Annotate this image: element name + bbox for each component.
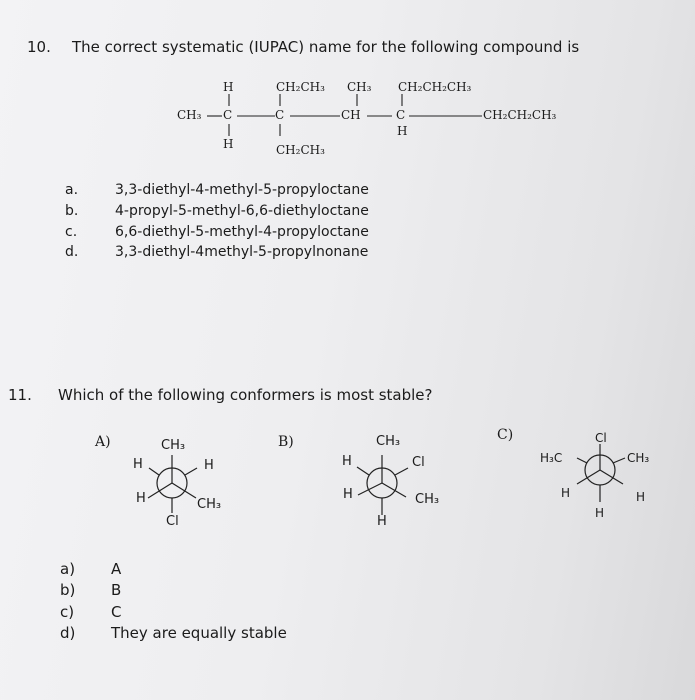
- question-10-prompt: The correct systematic (IUPAC) name for the following compound is: [72, 38, 580, 56]
- option-a-letter: a.: [65, 182, 79, 198]
- conformer-a-upper-right: H: [204, 458, 214, 473]
- answer-a-text[interactable]: A: [111, 560, 122, 578]
- conformer-c-label: C): [497, 427, 514, 443]
- conformer-c-upper-left: H₃C: [540, 451, 563, 465]
- conformer-b-upper-left: H: [342, 454, 352, 469]
- conformer-a-top: CH₃: [161, 438, 186, 453]
- c4-carbon: C: [396, 108, 406, 122]
- conformer-a-upper-left: H: [133, 457, 143, 472]
- conformer-b-label: B): [278, 434, 294, 450]
- conformer-c-upper-right: CH₃: [627, 451, 650, 465]
- option-b-text[interactable]: 4-propyl-5-methyl-6,6-diethyloctane: [115, 203, 369, 219]
- c3-top-methyl: CH₃: [347, 80, 372, 94]
- answer-a-letter: a): [60, 560, 76, 578]
- answer-b-letter: b): [60, 581, 76, 599]
- conformer-c-bottom: H: [595, 506, 605, 520]
- question-11-prompt: Which of the following conformers is most stable?: [58, 386, 433, 404]
- c2-top-ethyl: CH₂CH₃: [276, 80, 325, 94]
- option-d-text[interactable]: 3,3-diethyl-4methyl-5-propylnonane: [115, 244, 369, 260]
- newman-a-front-lower-right: [172, 483, 196, 498]
- answer-c-letter: c): [60, 603, 75, 621]
- option-d-letter: d.: [65, 244, 79, 260]
- conformer-b-drawing: [335, 435, 455, 535]
- newman-b-front-lower-left: [358, 483, 382, 495]
- conformer-a-lower-right: CH₃: [197, 497, 222, 512]
- newman-c-front-lower-right: [600, 470, 623, 484]
- newman-a-back-upper-left: [149, 468, 159, 475]
- conformer-b-top: CH₃: [376, 434, 401, 449]
- newman-c-front-lower-left: [577, 470, 600, 484]
- c4-bottom-h: H: [397, 124, 408, 138]
- option-a-text[interactable]: 3,3-diethyl-4-methyl-5-propyloctane: [115, 182, 369, 198]
- conformer-a-bottom: Cl: [166, 514, 179, 529]
- conformer-c-drawing: [555, 432, 675, 532]
- conformer-b-lower-right: CH₃: [415, 492, 440, 507]
- newman-b-front-lower-right: [382, 483, 406, 497]
- answer-c-text[interactable]: C: [111, 603, 122, 621]
- newman-c-back-upper-left: [577, 458, 587, 463]
- newman-b-back-upper-right: [395, 468, 408, 475]
- conformer-a-label: A): [95, 434, 111, 450]
- newman-a-back-upper-right: [185, 468, 197, 475]
- newman-c-back-upper-right: [613, 458, 625, 463]
- newman-b-back-upper-left: [357, 467, 369, 475]
- option-b-letter: b.: [65, 203, 79, 219]
- answer-b-text[interactable]: B: [111, 581, 122, 599]
- option-c-letter: c.: [65, 224, 78, 240]
- c1-carbon: C: [223, 108, 233, 122]
- conformer-b-lower-left: H: [343, 487, 353, 502]
- right-propyl-chain: CH₂CH₂CH₃: [483, 108, 557, 122]
- newman-a-front-lower-left: [148, 483, 172, 498]
- c1-top-h: H: [223, 80, 234, 94]
- conformer-b-bottom: H: [377, 514, 387, 529]
- conformer-c-top: Cl: [595, 431, 607, 445]
- question-11-number: 11.: [8, 386, 32, 404]
- question-10-number: 10.: [27, 38, 51, 56]
- answer-d-letter: d): [60, 624, 76, 642]
- conformer-c-lower-left: H: [561, 486, 571, 500]
- c2-carbon: C: [275, 108, 285, 122]
- option-c-text[interactable]: 6,6-diethyl-5-methyl-4-propyloctane: [115, 224, 369, 240]
- c1-bottom-h: H: [223, 137, 234, 151]
- answer-d-text[interactable]: They are equally stable: [111, 624, 287, 642]
- c1-left-ch3: CH₃: [177, 108, 202, 122]
- c4-top-propyl: CH₂CH₂CH₃: [398, 80, 472, 94]
- conformer-c-lower-right: H: [636, 490, 646, 504]
- c3-ch: CH: [341, 108, 361, 122]
- conformer-a-lower-left: H: [136, 491, 146, 506]
- conformer-b-upper-right: Cl: [412, 455, 425, 470]
- c2-bottom-ethyl: CH₂CH₃: [276, 143, 325, 157]
